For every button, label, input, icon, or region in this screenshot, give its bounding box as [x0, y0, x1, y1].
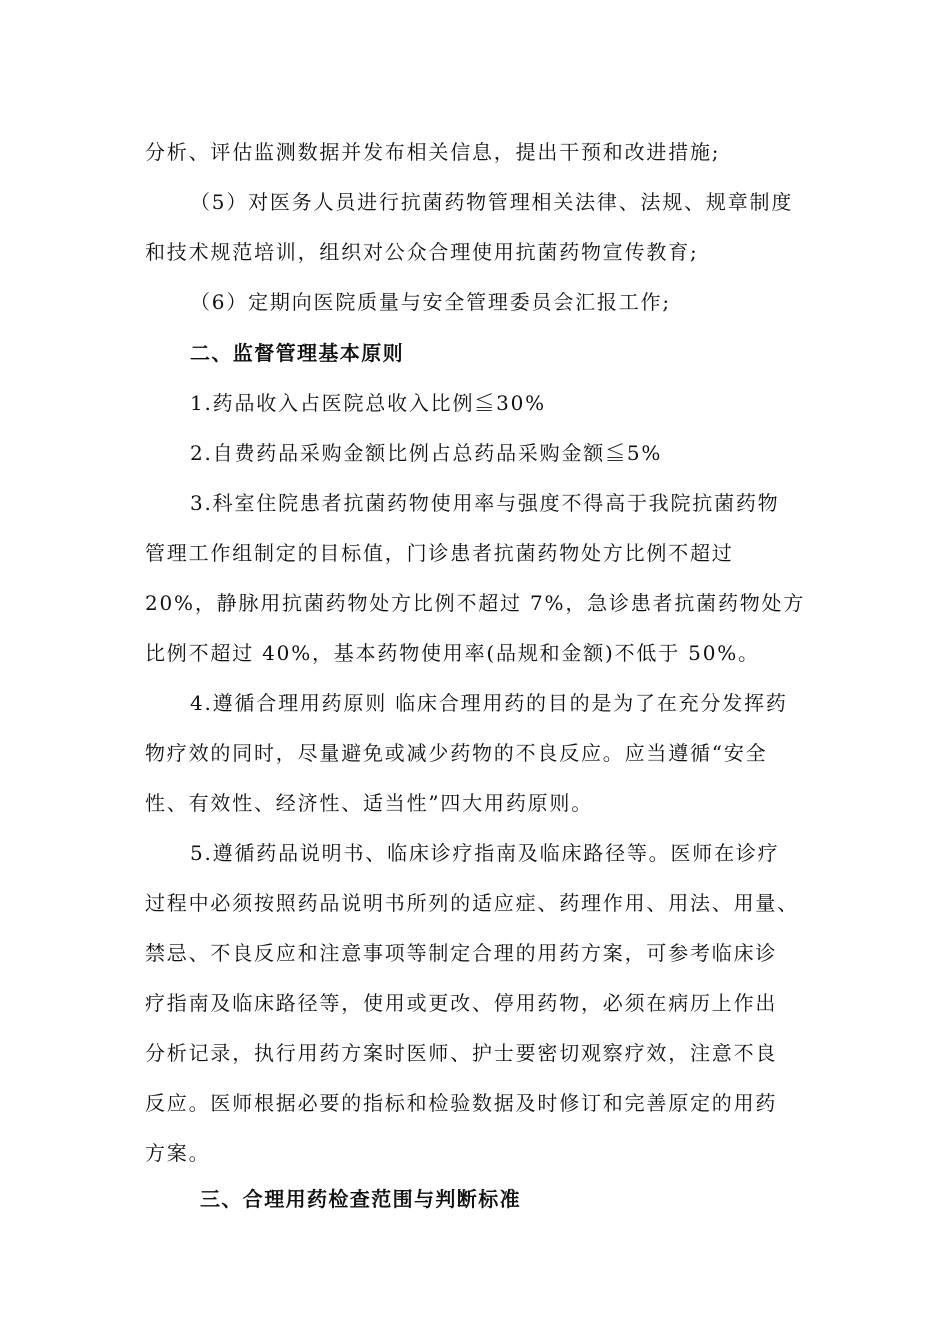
- principle-item-3-line-1: 3.科室住院患者抗菌药物使用率与强度不得高于我院抗菌药物: [190, 491, 780, 515]
- section-heading-2: 二、监督管理基本原则: [190, 341, 404, 365]
- principle-item-5-line-1: 5.遵循药品说明书、临床诊疗指南及临床路径等。医师在诊疗: [190, 841, 780, 865]
- principle-item-5-line-2: 过程中必须按照药品说明书所列的适应症、药理作用、用法、用量、: [145, 891, 799, 915]
- principle-item-5-line-3: 禁忌、不良反应和注意事项等制定合理的用药方案，可参考临床诊: [145, 941, 778, 965]
- principle-item-4-line-3: 性、有效性、经济性、适当性”四大用药原则。: [145, 791, 594, 815]
- principle-item-2: 2.自费药品采购金额比例占总药品采购金额≦5%: [190, 441, 663, 465]
- paragraph-line-1: 分析、评估监测数据并发布相关信息，提出干预和改进措施;: [145, 140, 721, 164]
- principle-item-5-line-7: 方案。: [145, 1141, 211, 1165]
- paragraph-line-3: 和技术规范培训，组织对公众合理使用抗菌药物宣传教育;: [145, 240, 699, 264]
- principle-item-3-line-2: 管理工作组制定的目标值，门诊患者抗菌药物处方比例不超过: [145, 541, 734, 565]
- principle-item-4-line-1: 4.遵循合理用药原则 临床合理用药的目的是为了在充分发挥药: [190, 691, 788, 715]
- principle-item-4-line-2: 物疗效的同时，尽量避免或减少药物的不良反应。应当遵循“安全: [145, 741, 768, 765]
- principle-item-3-line-3: 20%，静脉用抗菌药物处方比例不超过 7%，急诊患者抗菌药物处方: [145, 591, 806, 615]
- principle-item-5-line-4: 疗指南及临床路径等，使用或更改、停用药物，必须在病历上作出: [145, 991, 778, 1015]
- section-heading-3: 三、合理用药检查范围与判断标准: [200, 1187, 521, 1211]
- paragraph-line-2: （5）对医务人员进行抗菌药物管理相关法律、法规、规章制度: [190, 190, 794, 214]
- paragraph-line-4: （6）定期向医院质量与安全管理委员会汇报工作;: [190, 290, 671, 314]
- principle-item-5-line-6: 反应。医师根据必要的指标和检验数据及时修订和完善原定的用药: [145, 1091, 778, 1115]
- principle-item-1: 1.药品收入占医院总收入比例≦30%: [190, 391, 546, 415]
- principle-item-3-line-4: 比例不超过 40%，基本药物使用率(品规和金额)不低于 50%。: [145, 641, 760, 665]
- principle-item-5-line-5: 分析记录，执行用药方案时医师、护士要密切观察疗效，注意不良: [145, 1041, 778, 1065]
